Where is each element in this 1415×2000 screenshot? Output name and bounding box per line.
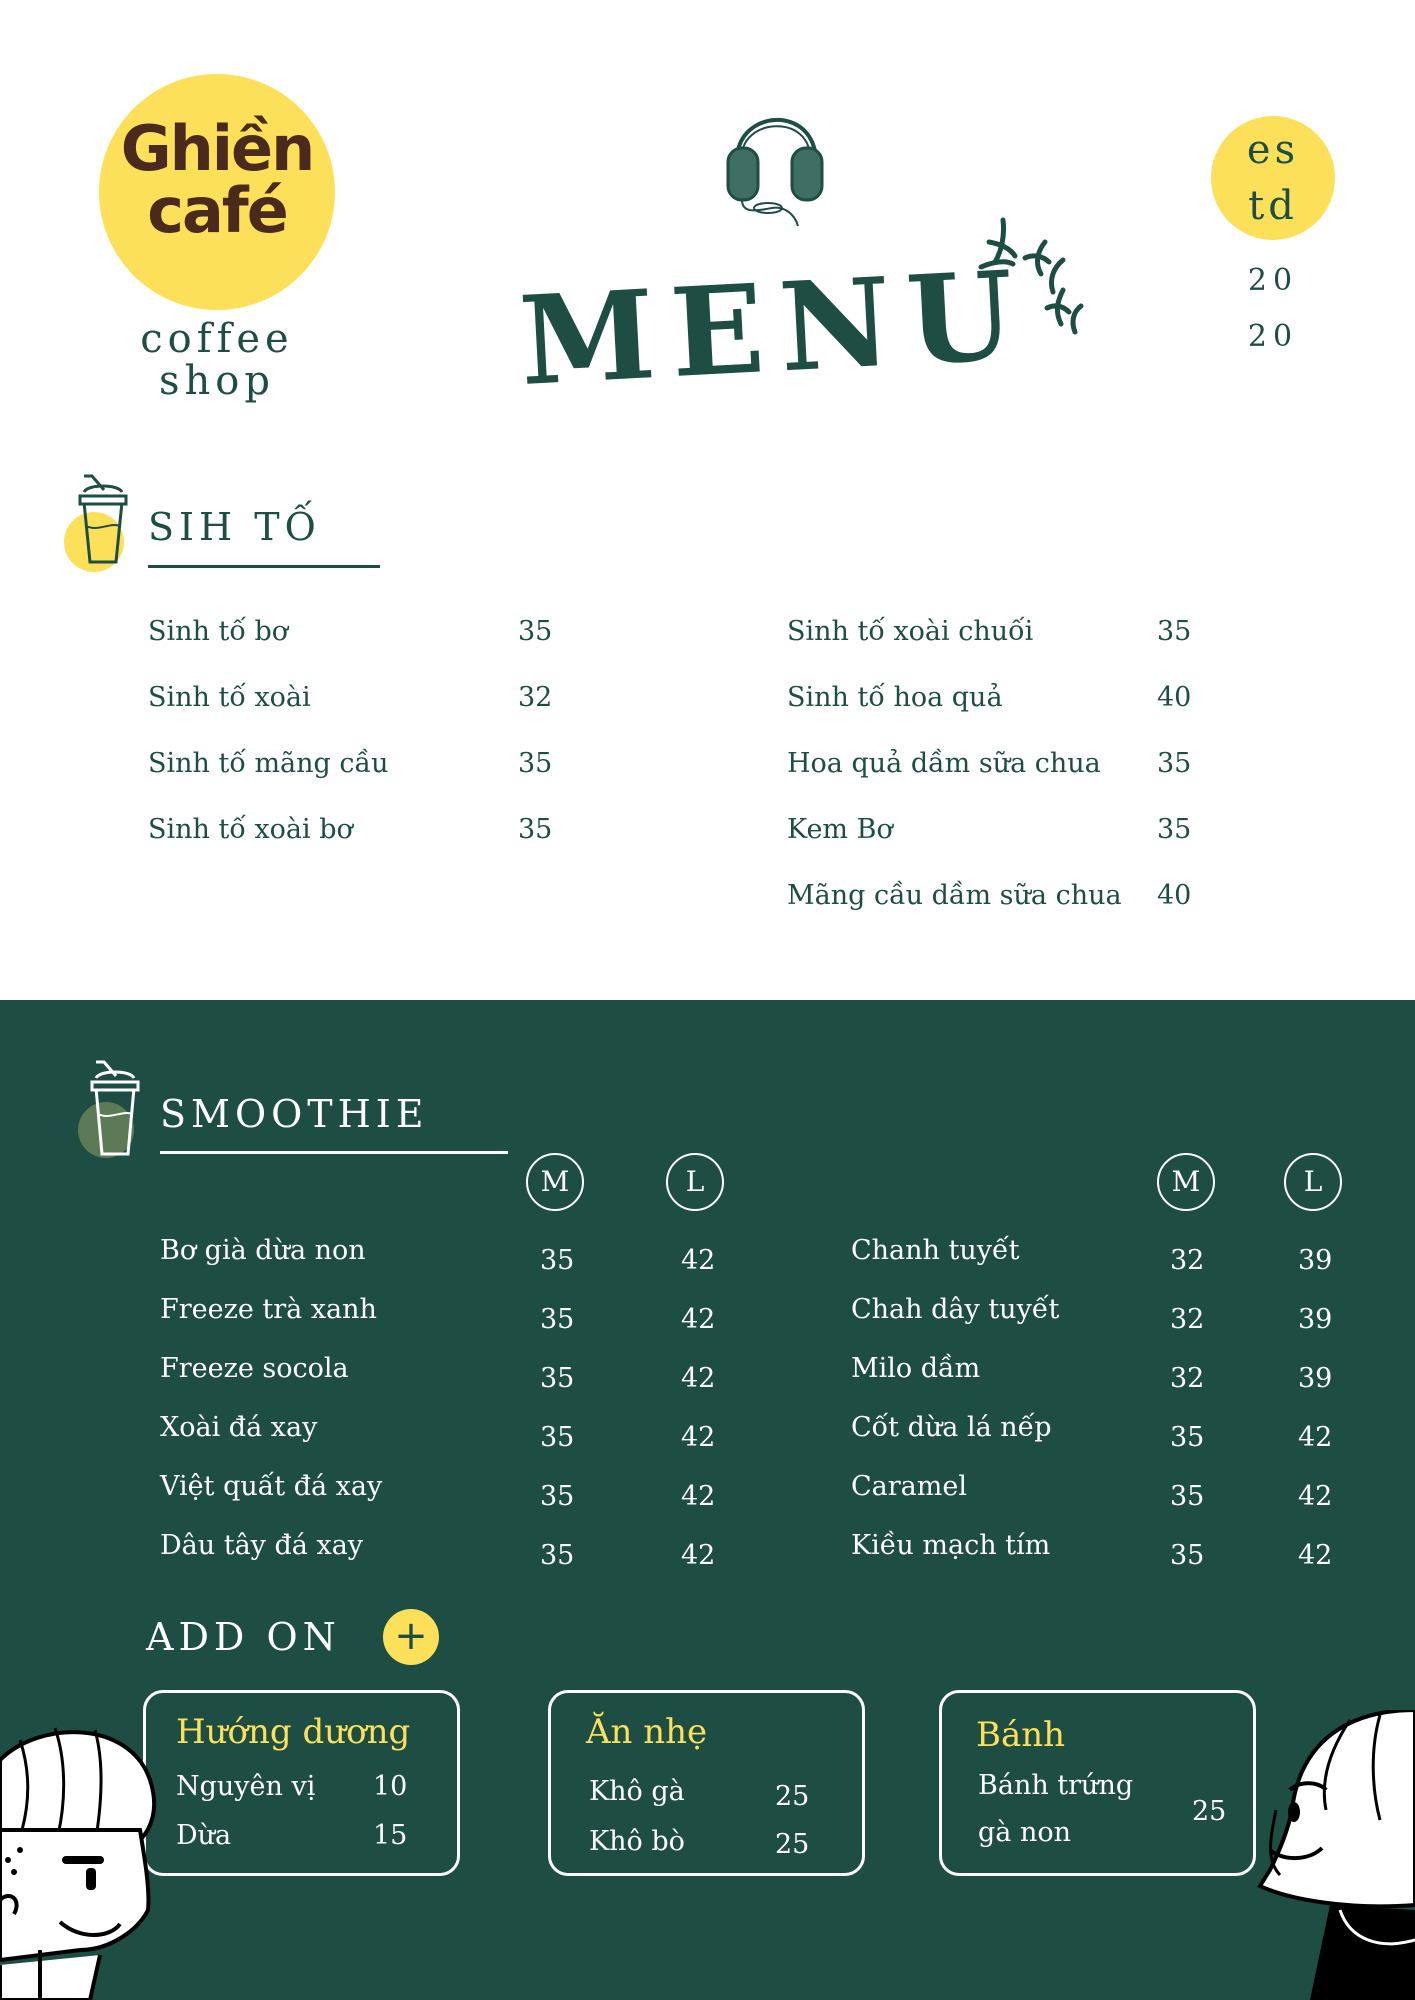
est-line-1: es	[1246, 127, 1300, 173]
smoothie-price-l: 42	[1298, 1422, 1333, 1453]
size-m-badge: M	[1157, 1153, 1215, 1211]
sinh-to-item-price: 35	[518, 814, 553, 845]
smoothie-item-name: Chanh tuyết	[851, 1235, 1020, 1266]
addon-item-price: 15	[373, 1820, 408, 1851]
addon-item-price: 25	[775, 1781, 810, 1812]
add-on-title: ADD ON	[146, 1615, 341, 1659]
tagline-line-2: shop	[159, 358, 275, 404]
logo-line-2: café	[147, 174, 287, 247]
smoothie-price-m: 35	[540, 1481, 575, 1512]
est-text	[1211, 122, 1335, 234]
smoothie-price-l: 42	[681, 1245, 716, 1276]
girl-character-illustration	[1230, 1710, 1415, 2000]
addon-item-name: Dừa	[176, 1820, 232, 1851]
sinh-to-title: SIH TỐ	[148, 505, 321, 549]
smoothie-price-l: 42	[681, 1422, 716, 1453]
smoothie-price-m: 35	[1170, 1540, 1205, 1571]
tagline-line-1: coffee	[140, 316, 294, 362]
logo-line-1: Ghiền	[120, 112, 314, 185]
boy-character-illustration	[0, 1700, 175, 2000]
tagline	[99, 318, 335, 402]
sinh-to-item-name: Sinh tố bơ	[148, 616, 288, 647]
sinh-to-item-price: 40	[1157, 880, 1192, 911]
smoothie-price-l: 42	[1298, 1481, 1333, 1512]
sinh-to-item-price: 32	[518, 682, 553, 713]
smoothie-cup-icon	[64, 474, 134, 574]
sinh-to-item-name: Sinh tố xoài	[148, 682, 311, 713]
smoothie-item-name: Việt quất đá xay	[160, 1471, 383, 1502]
sinh-to-item-price: 35	[518, 748, 553, 779]
smoothie-price-m: 35	[540, 1540, 575, 1571]
sinh-to-item-price: 35	[1157, 814, 1192, 845]
smoothie-price-l: 42	[681, 1481, 716, 1512]
smoothie-item-name: Freeze socola	[160, 1353, 349, 1384]
smoothie-item-name: Freeze trà xanh	[160, 1294, 377, 1325]
sinh-to-item-name: Kem Bơ	[787, 814, 893, 845]
sinh-to-item-price: 35	[1157, 616, 1192, 647]
headphones-icon	[720, 90, 830, 235]
smoothie-price-m: 35	[1170, 1481, 1205, 1512]
smoothie-underline	[160, 1151, 508, 1154]
sinh-to-item-name: Mãng cầu dầm sữa chua	[787, 880, 1122, 911]
smoothie-item-name: Cốt dừa lá nếp	[851, 1412, 1052, 1443]
smoothie-cup-icon	[76, 1060, 146, 1160]
smoothie-item-name: Xoài đá xay	[160, 1412, 318, 1443]
menu-title: MENU	[516, 242, 1034, 413]
smoothie-item-name: Chah dây tuyết	[851, 1294, 1060, 1325]
addon-item-name: Khô bò	[589, 1826, 685, 1857]
logo-text	[99, 112, 335, 247]
smoothie-price-l: 42	[1298, 1540, 1333, 1571]
smoothie-price-m: 32	[1170, 1363, 1205, 1394]
smoothie-price-m: 32	[1170, 1245, 1205, 1276]
smoothie-price-m: 35	[540, 1304, 575, 1335]
smoothie-item-name: Dâu tây đá xay	[160, 1530, 364, 1561]
smoothie-price-l: 39	[1298, 1363, 1333, 1394]
sinh-to-item-price: 35	[1157, 748, 1192, 779]
smoothie-item-name: Kiều mạch tím	[851, 1530, 1051, 1561]
addon-item-price: 25	[775, 1829, 810, 1860]
sinh-to-item-name: Sinh tố mãng cầu	[148, 748, 389, 779]
smoothie-price-m: 35	[540, 1363, 575, 1394]
smoothie-price-l: 42	[681, 1363, 716, 1394]
size-l-badge: L	[666, 1153, 724, 1211]
smoothie-price-m: 35	[1170, 1422, 1205, 1453]
sinh-to-item-name: Sinh tố hoa quả	[787, 682, 1003, 713]
sinh-to-item-name: Sinh tố xoài chuối	[787, 616, 1034, 647]
smoothie-price-m: 35	[540, 1422, 575, 1453]
sinh-to-item-name: Sinh tố xoài bơ	[148, 814, 353, 845]
smoothie-price-l: 42	[681, 1304, 716, 1335]
addon-item-name-line-2: gà non	[978, 1817, 1071, 1848]
year-text	[1211, 253, 1335, 365]
plus-icon: +	[383, 1609, 439, 1665]
addon-box-title: Hướng dương	[176, 1712, 411, 1752]
sinh-to-underline	[148, 565, 380, 568]
smoothie-item-name: Bơ già dừa non	[160, 1235, 366, 1266]
smoothie-price-l: 39	[1298, 1245, 1333, 1276]
smoothie-item-name: Caramel	[851, 1471, 967, 1502]
size-l-badge: L	[1284, 1153, 1342, 1211]
size-m-badge: M	[526, 1153, 584, 1211]
sinh-to-item-price: 40	[1157, 682, 1192, 713]
addon-item-name: Nguyên vị	[176, 1771, 316, 1802]
smoothie-price-m: 32	[1170, 1304, 1205, 1335]
smoothie-price-l: 39	[1298, 1304, 1333, 1335]
addon-item-price: 25	[1192, 1796, 1227, 1827]
year-line-1: 20	[1247, 263, 1299, 298]
est-line-2: td	[1248, 183, 1298, 229]
smoothie-price-l: 42	[681, 1540, 716, 1571]
sinh-to-item-name: Hoa quả dầm sữa chua	[787, 748, 1101, 779]
addon-box-title: Ăn nhẹ	[586, 1712, 708, 1752]
addon-box-title: Bánh	[976, 1715, 1066, 1755]
smoothie-item-name: Milo dầm	[851, 1353, 981, 1384]
addon-item-price: 10	[373, 1771, 408, 1802]
addon-item-name: Khô gà	[589, 1776, 685, 1807]
addon-item-name-line-1: Bánh trứng	[978, 1770, 1134, 1801]
smoothie-price-m: 35	[540, 1245, 575, 1276]
smoothie-title: SMOOTHIE	[160, 1092, 429, 1136]
sinh-to-item-price: 35	[518, 616, 553, 647]
year-line-2: 20	[1247, 319, 1299, 354]
